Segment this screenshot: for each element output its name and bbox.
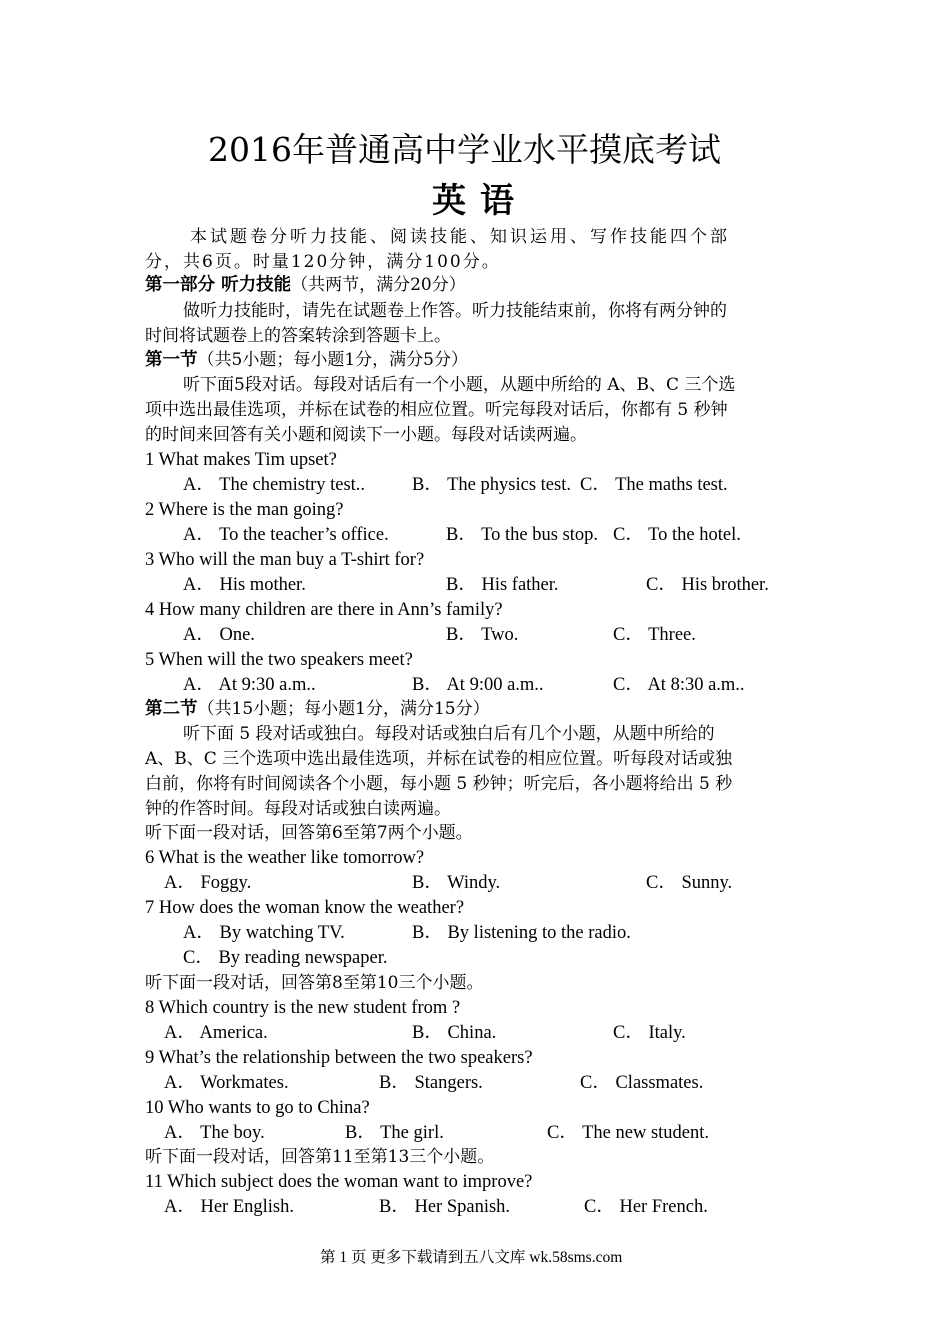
option-9b: B． Stangers. bbox=[379, 1073, 483, 1093]
option-1a: A． The chemistry test.. bbox=[183, 475, 366, 495]
section2-instruction-4: 钟的作答时间。每段对话或独白读两遍。 bbox=[145, 799, 451, 819]
part1-heading-note: （共两节，满分20分） bbox=[291, 275, 466, 295]
section1-instruction-2: 项中选出最佳选项，并标在试卷的相应位置。听完每段对话后，你都有 5 秒钟 bbox=[145, 400, 728, 420]
question-6: 6 What is the weather like tomorrow? bbox=[145, 848, 425, 868]
option-3b: B． His father. bbox=[446, 575, 559, 595]
question-8: 8 Which country is the new student from ? bbox=[145, 998, 461, 1018]
subject-title: 英语 bbox=[432, 181, 528, 221]
option-4c: C． Three. bbox=[613, 625, 696, 645]
option-9a: A． Workmates. bbox=[164, 1073, 289, 1093]
option-5b: B． At 9:00 a.m.. bbox=[412, 675, 544, 695]
section2-instruction-1: 听下面 5 段对话或独白。每段对话或独白后有几个小题，从题中所给的 bbox=[183, 724, 715, 744]
option-8c: C． Italy. bbox=[613, 1023, 686, 1043]
option-2c: C． To the hotel. bbox=[613, 525, 741, 545]
section1-instruction-3: 的时间来回答有关小题和阅读下一小题。每段对话读两遍。 bbox=[145, 425, 587, 445]
option-11c: C． Her French. bbox=[584, 1197, 708, 1217]
option-4a: A． One. bbox=[183, 625, 255, 645]
part1-instruction-1: 做听力技能时，请先在试题卷上作答。听力技能结束前，你将有两分钟的 bbox=[183, 301, 727, 321]
page-footer: 第 1 页 更多下载请到五八文库 wk.58sms.com bbox=[320, 1249, 623, 1266]
intro-line-2: 分，共6页。时量120分钟，满分100分。 bbox=[145, 252, 501, 272]
option-8a: A． America. bbox=[164, 1023, 268, 1043]
section2-heading-row bbox=[145, 697, 490, 722]
option-2a: A． To the teacher’s office. bbox=[183, 525, 389, 545]
section2-instruction-3: 白前，你将有时间阅读各个小题，每小题 5 秒钟；听完后，各小题将给出 5 秒 bbox=[145, 774, 733, 794]
option-10a: A． The boy. bbox=[164, 1123, 265, 1143]
option-9c: C． Classmates. bbox=[580, 1073, 704, 1093]
option-4b: B． Two. bbox=[446, 625, 519, 645]
option-3a: A． His mother. bbox=[183, 575, 306, 595]
section1-heading-row bbox=[145, 348, 468, 373]
option-10b: B． The girl. bbox=[345, 1123, 444, 1143]
option-6c: C． Sunny. bbox=[646, 873, 733, 893]
question-10: 10 Who wants to go to China? bbox=[145, 1098, 370, 1118]
option-7b: B． By listening to the radio. bbox=[412, 923, 631, 943]
question-9: 9 What’s the relationship between the two speakers? bbox=[145, 1048, 533, 1068]
prompt-11-13: 听下面一段对话，回答第11至第13三个小题。 bbox=[145, 1147, 495, 1167]
section1-heading-note: （共5小题；每小题1分，满分5分） bbox=[197, 350, 468, 370]
option-8b: B． China. bbox=[412, 1023, 497, 1043]
question-2: 2 Where is the man going? bbox=[145, 500, 344, 520]
option-6b: B． Windy. bbox=[412, 873, 501, 893]
prompt-6-7: 听下面一段对话，回答第6至第7两个小题。 bbox=[145, 823, 473, 843]
option-2b: B． To the bus stop. bbox=[446, 525, 599, 545]
option-5c: C． At 8:30 a.m.. bbox=[613, 675, 745, 695]
section2-instruction-2: A、B、C 三个选项中选出最佳选项，并标在试卷的相应位置。听每段对话或独 bbox=[145, 749, 733, 769]
part1-heading: 第一部分 听力技能 bbox=[145, 275, 292, 295]
option-1c: C． The maths test. bbox=[580, 475, 728, 495]
option-5a: A． At 9:30 a.m.. bbox=[183, 675, 316, 695]
option-7c: C． By reading newspaper. bbox=[183, 948, 388, 968]
exam-title: 2016年普通高中学业水平摸底考试 bbox=[208, 130, 721, 169]
option-1b: B． The physics test. bbox=[412, 475, 571, 495]
section1-heading: 第一节 bbox=[145, 350, 198, 370]
option-11a: A． Her English. bbox=[164, 1197, 294, 1217]
question-7: 7 How does the woman know the weather? bbox=[145, 898, 465, 918]
question-11: 11 Which subject does the woman want to improve? bbox=[145, 1172, 533, 1192]
option-11b: B． Her Spanish. bbox=[379, 1197, 511, 1217]
section2-heading: 第二节 bbox=[145, 699, 198, 719]
question-3: 3 Who will the man buy a T-shirt for? bbox=[145, 550, 425, 570]
prompt-8-10: 听下面一段对话，回答第8至第10三个小题。 bbox=[145, 973, 484, 993]
option-6a: A． Foggy. bbox=[164, 873, 252, 893]
question-4: 4 How many children are there in Ann’s family? bbox=[145, 600, 503, 620]
option-10c: C． The new student. bbox=[547, 1123, 710, 1143]
intro-line-1: 本试题卷分听力技能、阅读技能、知识运用、写作技能四个部 bbox=[190, 227, 730, 247]
part1-heading-row bbox=[145, 273, 466, 298]
question-1: 1 What makes Tim upset? bbox=[145, 450, 337, 470]
question-5: 5 When will the two speakers meet? bbox=[145, 650, 413, 670]
section1-instruction-1: 听下面5段对话。每段对话后有一个小题，从题中所给的 A、B、C 三个选 bbox=[183, 375, 736, 395]
option-7a: A． By watching TV. bbox=[183, 923, 345, 943]
section2-heading-note: （共15小题；每小题1分，满分15分） bbox=[197, 699, 490, 719]
option-3c: C． His brother. bbox=[646, 575, 769, 595]
part1-instruction-2: 时间将试题卷上的答案转涂到答题卡上。 bbox=[145, 326, 451, 346]
